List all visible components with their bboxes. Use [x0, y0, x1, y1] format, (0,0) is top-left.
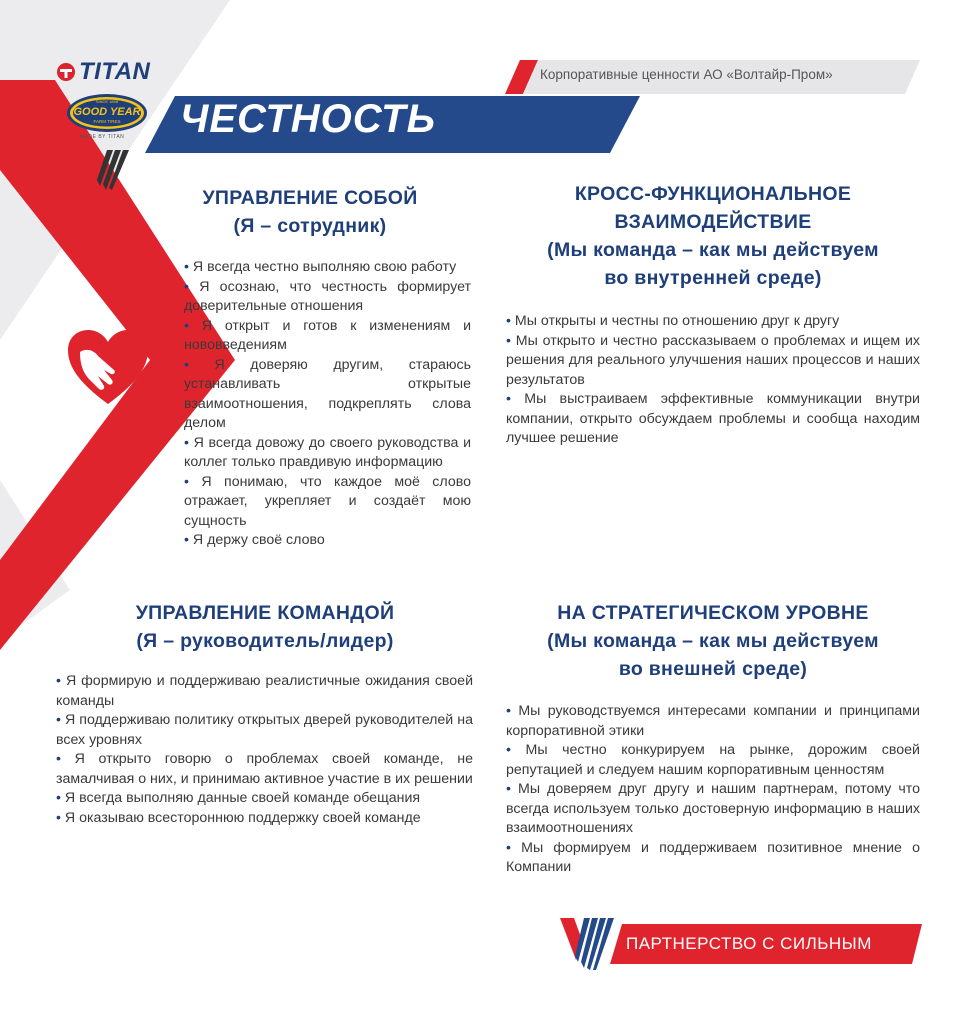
list-item: • Я осознаю, что честность формирует доверительные отношения — [184, 278, 471, 317]
section-team-title — [56, 599, 474, 655]
list-item: • Я оказываю всестороннюю поддержку своей команде — [56, 809, 473, 829]
goodyear-farm: FARM TIRES — [93, 119, 121, 124]
corporate-values-caption: Корпоративные ценности АО «Волтайр-Пром» — [540, 67, 833, 82]
list-item: • Я открыт и готов к изменениям и нововведениям — [184, 317, 471, 356]
list-item: • Я всегда честно выполняю свою работу — [184, 258, 471, 278]
list-item: • Я всегда довожу до своего руководства и коллег только правдивую информацию — [184, 434, 471, 473]
heart-hand-icon — [68, 330, 148, 406]
titan-wordmark: TITAN — [79, 58, 151, 85]
section-strategic-title-line: НА СТРАТЕГИЧЕСКОМ УРОВНЕ — [557, 602, 869, 624]
list-item: • Мы открыто и честно рассказываем о проблемах и ищем их решения для реального улучшения наших процессов и наших результатов — [506, 332, 920, 391]
list-item: • Мы доверяем друг другу и нашим партнерам, потому что всегда используем только достоверную информацию в наших взаимоотношениях — [506, 780, 920, 839]
goodyear-since: SINCE 1898 — [95, 99, 119, 104]
section-self-title — [180, 184, 440, 240]
section-self-title-line: (Я – сотрудник) — [233, 215, 387, 237]
goodyear-wordmark: GOOD YEAR — [73, 106, 141, 118]
list-item: • Мы честно конкурируем на рынке, дорожим своей репутацией и следуем нашим корпоративным ценностям — [506, 741, 920, 780]
list-item: • Я формирую и поддерживаю реалистичные ожидания своей команды — [56, 672, 473, 711]
list-item: • Я держу своё слово — [184, 531, 471, 551]
section-cross-title-line: КРОСС-ФУНКЦИОНАЛЬНОЕ — [574, 183, 852, 205]
page-title: ЧЕСТНОСТЬ — [180, 97, 436, 141]
section-cross-title-line: во внутренней среде) — [604, 267, 822, 289]
list-item: • Я всегда выполняю данные своей команде обещания — [56, 789, 473, 809]
footer-slogan: ПАРТНЕРСТВО С СИЛЬНЫМ — [626, 934, 872, 953]
section-cross-list — [506, 312, 920, 449]
section-team-title-line: УПРАВЛЕНИЕ КОМАНДОЙ — [135, 602, 395, 624]
list-item: • Я открыто говорю о проблемах своей команде, не замалчивая о них, и принимаю активное участие в их решении — [56, 750, 473, 789]
section-strategic-title-line: во внешней среде) — [618, 658, 808, 680]
goodyear-made-by: MADE BY TITAN — [80, 134, 125, 140]
section-strategic-title-line: (Мы команда – как мы действуем — [547, 630, 879, 652]
titan-logo — [56, 58, 150, 86]
section-self-list — [184, 258, 471, 551]
section-team-title-line: (Я – руководитель/лидер) — [136, 630, 394, 652]
section-cross-title-line: ВЗАИМОДЕЙСТВИЕ — [614, 211, 812, 233]
list-item: • Мы руководствуемся интересами компании и принципами корпоративной этики — [506, 702, 920, 741]
list-item: • Я доверяю другим, стараюсь устанавливать открытые взаимоотношения, подкреплять слова делом — [184, 356, 471, 434]
section-cross-title — [506, 180, 920, 292]
section-strategic-title — [506, 599, 920, 683]
list-item: • Мы открыты и честны по отношению друг к другу — [506, 312, 920, 332]
voltyre-logo-icon — [85, 148, 135, 190]
titan-wheel-icon — [56, 62, 76, 82]
section-cross-title-line: (Мы команда – как мы действуем — [547, 239, 879, 261]
goodyear-logo — [66, 93, 148, 133]
list-item: • Мы выстраиваем эффективные коммуникации внутри компании, открыто обсуждаем проблемы и сообща находим лучшее решение — [506, 390, 920, 449]
list-item: • Мы формируем и поддерживаем позитивное мнение о Компании — [506, 839, 920, 878]
section-team-list — [56, 672, 473, 828]
list-item: • Я поддерживаю политику открытых дверей руководителей на всех уровнях — [56, 711, 473, 750]
section-strategic-list — [506, 702, 920, 878]
section-self-title-line: УПРАВЛЕНИЕ СОБОЙ — [202, 187, 418, 209]
list-item: • Я понимаю, что каждое моё слово отражает, укрепляет и создаёт мою сущность — [184, 473, 471, 532]
